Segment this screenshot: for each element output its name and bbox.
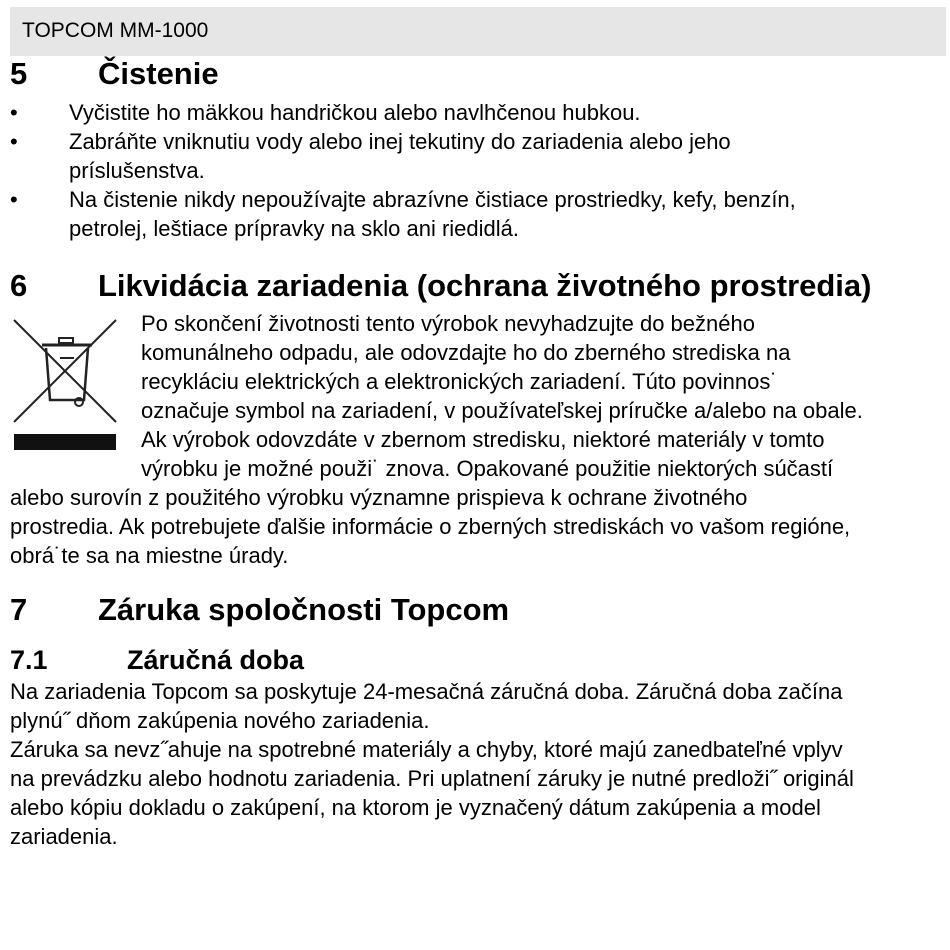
text-line: označuje symbol na zariadení, v používateľskej príručke a/alebo na obale. xyxy=(141,398,863,423)
text-line: výrobku je možné použi˙ znova. Opakované použitie niektorých súčastí xyxy=(141,456,834,481)
section-7-title: Záruka spoločnosti Topcom xyxy=(98,592,510,627)
text-line: na prevádzku alebo hodnotu zariadenia. Pri uplatnení záruky je nutné predloži˝ originál xyxy=(10,766,854,791)
list-item xyxy=(10,98,930,127)
section-5-heading xyxy=(10,56,219,92)
text-line: alebo surovín z použitého výrobku významne prispieva k ochrane životného xyxy=(10,485,748,510)
text-line: komunálneho odpadu, ale odovzdajte ho do zberného strediska na xyxy=(141,340,791,365)
cleaning-bullet-list xyxy=(10,98,930,243)
disposal-full-text xyxy=(10,483,945,570)
header-title: TOPCOM MM-1000 xyxy=(22,19,209,42)
section-7-1-title: Záručná doba xyxy=(127,645,305,675)
bullet-icon: • xyxy=(10,187,18,212)
bullet-text: Zabráňte vniknutiu vody alebo inej tekutiny do zariadenia alebo jeho xyxy=(69,129,731,154)
text-line: Na zariadenia Topcom sa poskytuje 24-mesačná záručná doba. Záručná doba začína xyxy=(10,679,843,704)
bullet-text: Vyčistite ho mäkkou handričkou alebo navlhčenou hubkou. xyxy=(69,100,641,125)
text-line: zariadenia. xyxy=(10,824,118,849)
text-line: alebo kópiu dokladu o zakúpení, na ktorom je vyznačený dátum zakúpenia a model xyxy=(10,795,821,820)
weee-crossed-bin-icon xyxy=(12,318,118,452)
text-line: plynú˝ dňom zakúpenia nového zariadenia. xyxy=(10,708,430,733)
section-7-1-number: 7.1 xyxy=(10,645,48,675)
bullet-text: petrolej, leštiace prípravky na sklo ani riedidlá. xyxy=(69,216,520,241)
section-6-heading xyxy=(10,268,872,304)
text-line: prostredia. Ak potrebujete ďalšie informácie o zberných strediskách vo vašom regióne, xyxy=(10,514,851,539)
section-5-number: 5 xyxy=(10,56,28,91)
section-6-title: Likvidácia zariadenia (ochrana životného prostredia) xyxy=(98,268,872,303)
warranty-paragraph-1 xyxy=(10,677,945,735)
text-line: recykláciu elektrických a elektronických zariadení. Túto povinnos˙ xyxy=(141,369,778,394)
warranty-paragraph-2 xyxy=(10,735,945,851)
section-7-number: 7 xyxy=(10,592,28,627)
bullet-icon: • xyxy=(10,100,18,125)
list-item xyxy=(10,127,930,185)
bullet-icon: • xyxy=(10,129,18,154)
text-line: Po skončení životnosti tento výrobok nevyhadzujte do bežného xyxy=(141,311,755,336)
disposal-indented-text xyxy=(141,309,949,483)
section-5-title: Čistenie xyxy=(98,56,219,91)
section-7-heading xyxy=(10,592,509,628)
text-line: Ak výrobok odovzdáte v zbernom stredisku, niektoré materiály v tomto xyxy=(141,427,825,452)
page-header xyxy=(10,7,946,56)
bullet-text: príslušenstva. xyxy=(69,158,205,183)
bullet-text: Na čistenie nikdy nepoužívajte abrazívne čistiace prostriedky, kefy, benzín, xyxy=(69,187,796,212)
section-7-1-heading xyxy=(10,644,304,676)
text-line: Záruka sa nevz˝ahuje na spotrebné materiály a chyby, ktoré majú zanedbateľné vplyv xyxy=(10,737,843,762)
text-line: obrá˙te sa na miestne úrady. xyxy=(10,543,289,568)
list-item xyxy=(10,185,930,243)
section-6-number: 6 xyxy=(10,268,28,303)
